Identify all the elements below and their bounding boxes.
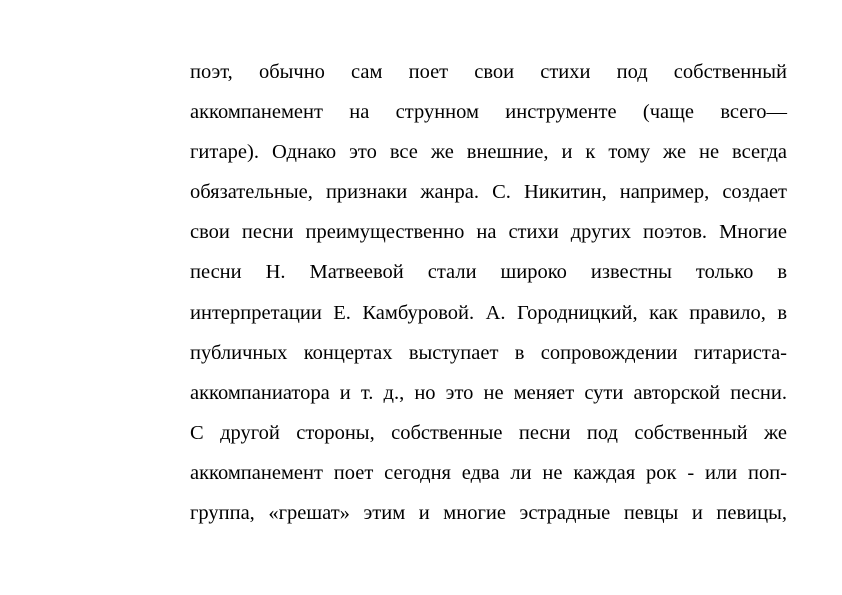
body-text xyxy=(190,52,787,533)
text-line-5: свои песни преимущественно на стихи других поэтов. Многие xyxy=(190,221,787,244)
text-line-2: аккомпанемент на струнном инструменте (чаще всего— xyxy=(190,101,787,124)
text-line-8: публичных концертах выступает в сопровождении гитариста- xyxy=(190,341,787,364)
text-line-9: аккомпаниатора и т. д., но это не меняет сути авторской песни. xyxy=(190,381,787,404)
text-line-11: аккомпанемент поет сегодня едва ли не каждая рок - или поп- xyxy=(190,461,787,484)
text-line-7: интерпретации Е. Камбуровой. А. Городницкий, как правило, в xyxy=(190,301,787,324)
text-line-6: песни Н. Матвеевой стали широко известны только в xyxy=(190,261,787,284)
text-line-4: обязательные, признаки жанра. С. Никитин, например, создает xyxy=(190,181,787,204)
text-line-10: С другой стороны, собственные песни под собственный же xyxy=(190,421,787,444)
text-line-1: поэт, обычно сам поет свои стихи под собственный xyxy=(190,61,787,83)
text-line-12: группа, «грешат» этим и многие эстрадные певцы и певицы, xyxy=(190,502,787,525)
text-line-3: гитаре). Однако это все же внешние, и к тому же не всегда xyxy=(190,141,787,164)
